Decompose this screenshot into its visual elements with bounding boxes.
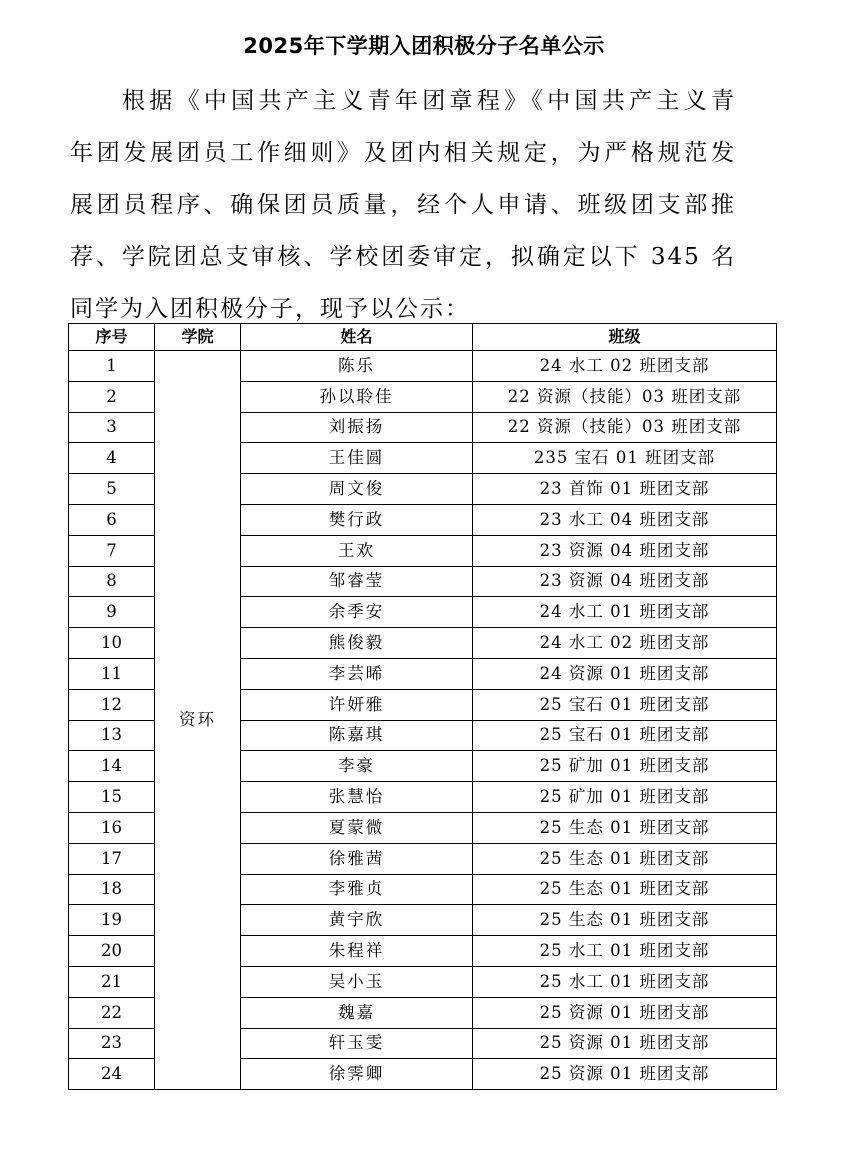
cell-name: 樊行政 [241, 504, 473, 535]
cell-class: 25 生态 01 班团支部 [473, 843, 777, 874]
table-body [69, 351, 777, 1090]
cell-name: 刘振扬 [241, 412, 473, 443]
cell-college: 资环 [155, 351, 241, 1090]
cell-number: 21 [69, 966, 155, 997]
table-header [69, 324, 777, 351]
cell-name: 陈乐 [241, 351, 473, 382]
intro-paragraph [70, 75, 736, 335]
cell-class: 24 水工 02 班团支部 [473, 351, 777, 382]
cell-class: 23 资源 04 班团支部 [473, 566, 777, 597]
cell-number: 7 [69, 535, 155, 566]
cell-number: 6 [69, 504, 155, 535]
cell-class: 25 生态 01 班团支部 [473, 905, 777, 936]
cell-number: 9 [69, 597, 155, 628]
cell-class: 22 资源（技能）03 班团支部 [473, 381, 777, 412]
cell-number: 11 [69, 658, 155, 689]
cell-number: 1 [69, 351, 155, 382]
cell-number: 5 [69, 474, 155, 505]
roster-table [68, 323, 777, 1090]
cell-class: 24 水工 01 班团支部 [473, 597, 777, 628]
cell-number: 15 [69, 782, 155, 813]
cell-number: 13 [69, 720, 155, 751]
cell-name: 吴小玉 [241, 966, 473, 997]
cell-name: 张慧怡 [241, 782, 473, 813]
cell-class: 23 首饰 01 班团支部 [473, 474, 777, 505]
cell-number: 10 [69, 628, 155, 659]
cell-name: 夏蒙微 [241, 812, 473, 843]
cell-class: 25 宝石 01 班团支部 [473, 689, 777, 720]
cell-number: 23 [69, 1028, 155, 1059]
cell-class: 235 宝石 01 班团支部 [473, 443, 777, 474]
cell-number: 12 [69, 689, 155, 720]
cell-name: 陈嘉琪 [241, 720, 473, 751]
cell-class: 25 矿加 01 班团支部 [473, 782, 777, 813]
cell-class: 25 生态 01 班团支部 [473, 874, 777, 905]
cell-number: 4 [69, 443, 155, 474]
cell-name: 余季安 [241, 597, 473, 628]
intro-line: 年团发展团员工作细则》及团内相关规定，为严格规范发 [70, 140, 736, 166]
cell-number: 24 [69, 1059, 155, 1090]
cell-class: 23 资源 04 班团支部 [473, 535, 777, 566]
cell-class: 24 资源 01 班团支部 [473, 658, 777, 689]
intro-line: 荐、学院团总支审核、学校团委审定，拟确定以下 345 名 [70, 244, 736, 270]
cell-name: 魏嘉 [241, 997, 473, 1028]
cell-name: 熊俊毅 [241, 628, 473, 659]
cell-number: 20 [69, 936, 155, 967]
table-row [69, 351, 777, 382]
cell-name: 徐霁卿 [241, 1059, 473, 1090]
cell-name: 轩玉雯 [241, 1028, 473, 1059]
header-college: 学院 [155, 324, 241, 351]
cell-class: 25 水工 01 班团支部 [473, 936, 777, 967]
cell-class: 25 资源 01 班团支部 [473, 1059, 777, 1090]
header-no: 序号 [69, 324, 155, 351]
cell-name: 徐雅茜 [241, 843, 473, 874]
cell-number: 3 [69, 412, 155, 443]
cell-name: 李芸晞 [241, 658, 473, 689]
cell-name: 孙以聆佳 [241, 381, 473, 412]
cell-class: 22 资源（技能）03 班团支部 [473, 412, 777, 443]
cell-number: 2 [69, 381, 155, 412]
intro-line: 同学为入团积极分子，现予以公示： [70, 296, 470, 322]
cell-name: 李雅贞 [241, 874, 473, 905]
intro-line: 根据《中国共产主义青年团章程》《中国共产主义青 [122, 88, 736, 114]
header-name: 姓名 [241, 324, 473, 351]
cell-number: 22 [69, 997, 155, 1028]
cell-name: 李豪 [241, 751, 473, 782]
cell-name: 黄宇欣 [241, 905, 473, 936]
cell-number: 17 [69, 843, 155, 874]
cell-number: 16 [69, 812, 155, 843]
document-title: 2025年下学期入团积极分子名单公示 [243, 34, 605, 58]
cell-number: 19 [69, 905, 155, 936]
cell-name: 周文俊 [241, 474, 473, 505]
header-class: 班级 [473, 324, 777, 351]
cell-number: 8 [69, 566, 155, 597]
cell-number: 18 [69, 874, 155, 905]
cell-name: 许妍雅 [241, 689, 473, 720]
cell-class: 25 宝石 01 班团支部 [473, 720, 777, 751]
cell-class: 25 资源 01 班团支部 [473, 997, 777, 1028]
cell-class: 25 资源 01 班团支部 [473, 1028, 777, 1059]
cell-class: 25 矿加 01 班团支部 [473, 751, 777, 782]
cell-name: 王佳圆 [241, 443, 473, 474]
cell-class: 24 水工 02 班团支部 [473, 628, 777, 659]
cell-name: 朱程祥 [241, 936, 473, 967]
cell-name: 邹睿莹 [241, 566, 473, 597]
cell-number: 14 [69, 751, 155, 782]
cell-class: 23 水工 04 班团支部 [473, 504, 777, 535]
cell-class: 25 水工 01 班团支部 [473, 966, 777, 997]
table-header-row [69, 324, 777, 351]
cell-class: 25 生态 01 班团支部 [473, 812, 777, 843]
intro-line: 展团员程序、确保团员质量，经个人申请、班级团支部推 [70, 192, 736, 218]
cell-name: 王欢 [241, 535, 473, 566]
